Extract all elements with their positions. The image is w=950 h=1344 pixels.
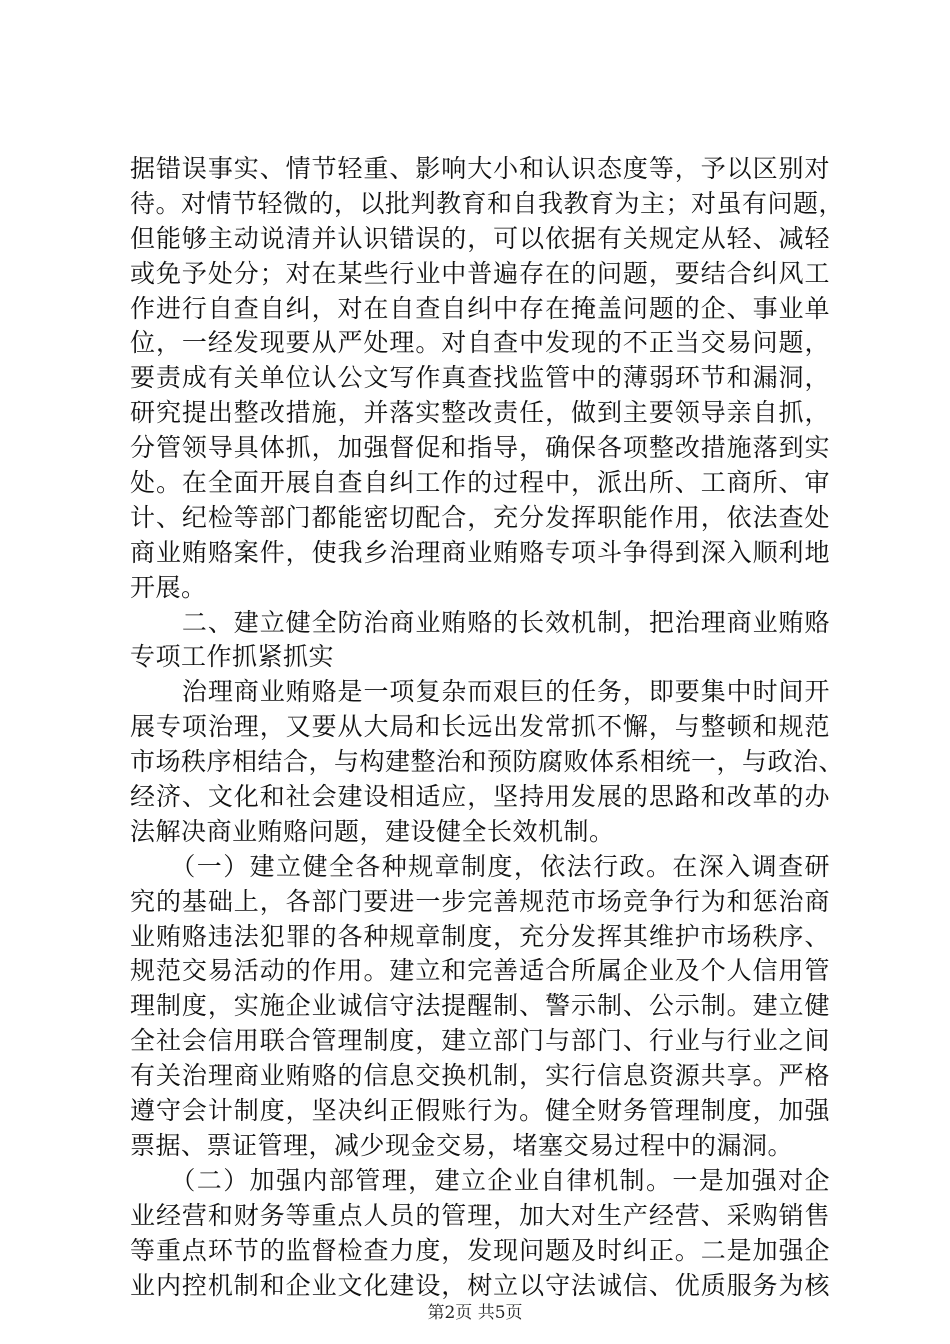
text-line: 据错误事实、情节轻重、影响大小和认识态度等，予以区别对 bbox=[130, 154, 830, 183]
text-line: 理制度，实施企业诚信守法提醒制、警示制、公示制。建立健 bbox=[130, 991, 830, 1021]
text-line: （一）建立健全各种规章制度，依法行政。在深入调查研 bbox=[130, 851, 830, 881]
text-line: 要责成有关单位认公文写作真查找监管中的薄弱环节和漏洞， bbox=[130, 363, 830, 393]
text-line: 作进行自查自纠，对在自查自纠中存在掩盖问题的企、事业单 bbox=[130, 293, 830, 323]
text-line: 规范交易活动的作用。建立和完善适合所属企业及个人信用管 bbox=[130, 956, 830, 986]
text-line: 有关治理商业贿赂的信息交换机制，实行信息资源共享。严格 bbox=[130, 1061, 830, 1091]
text-line: 等重点环节的监督检查力度，发现问题及时纠正。二是加强企 bbox=[130, 1235, 830, 1265]
text-line: 究的基础上，各部门要进一步完善规范市场竞争行为和惩治商 bbox=[130, 886, 830, 916]
text-line: 市场秩序相结合，与构建整治和预防腐败体系相统一，与政治、 bbox=[130, 747, 845, 777]
text-line: 法解决商业贿赂问题，建设健全长效机制。 bbox=[130, 816, 615, 846]
text-line: 票据、票证管理，减少现金交易，堵塞交易过程中的漏洞。 bbox=[130, 1130, 794, 1160]
text-line: 或免予处分；对在某些行业中普遍存在的问题，要结合纠风工 bbox=[130, 258, 830, 288]
text-line: 业内控机制和企业文化建设，树立以守法诚信、优质服务为核 bbox=[130, 1270, 830, 1300]
text-line: 经济、文化和社会建设相适应，坚持用发展的思路和改革的办 bbox=[130, 782, 830, 812]
text-line: 但能够主动说清并认识错误的，可以依据有关规定从轻、减轻 bbox=[130, 223, 830, 253]
text-line: 商业贿赂案件，使我乡治理商业贿赂专项斗争得到深入顺利地 bbox=[130, 537, 830, 567]
text-line: 二、建立健全防治商业贿赂的长效机制，把治理商业贿赂 bbox=[130, 607, 830, 637]
text-line: 位，一经发现要从严处理。对自查中发现的不正当交易问题， bbox=[130, 328, 830, 358]
text-line: 展专项治理，又要从大局和长远出发常抓不懈，与整顿和规范 bbox=[130, 712, 830, 742]
page-footer: 第2页 共5页 bbox=[427, 1303, 523, 1323]
text-line: 待。对情节轻微的，以批判教育和自我教育为主；对虽有问题， bbox=[130, 188, 845, 218]
text-line: 全社会信用联合管理制度，建立部门与部门、行业与行业之间 bbox=[130, 1026, 830, 1056]
text-line: 分管领导具体抓，加强督促和指导，确保各项整改措施落到实 bbox=[130, 433, 830, 463]
text-line: 计、纪检等部门都能密切配合，充分发挥职能作用，依法查处 bbox=[130, 502, 830, 532]
text-line: 业经营和财务等重点人员的管理，加大对生产经营、采购销售 bbox=[130, 1200, 830, 1230]
text-line: 遵守会计制度，坚决纠正假账行为。健全财务管理制度，加强 bbox=[130, 1096, 830, 1126]
text-line: 研究提出整改措施，并落实整改责任，做到主要领导亲自抓， bbox=[130, 398, 830, 428]
text-line: 开展。 bbox=[130, 572, 207, 602]
text-line: 治理商业贿赂是一项复杂而艰巨的任务，即要集中时间开 bbox=[130, 677, 830, 707]
text-line: （二）加强内部管理，建立企业自律机制。一是加强对企 bbox=[130, 1165, 830, 1195]
text-line: 业贿赂违法犯罪的各种规章制度，充分发挥其维护市场秩序、 bbox=[130, 921, 830, 951]
text-line: 处。在全面开展自查自纠工作的过程中，派出所、工商所、审 bbox=[130, 468, 830, 498]
body-text bbox=[130, 152, 845, 1303]
text-line: 专项工作抓紧抓实 bbox=[130, 642, 335, 672]
